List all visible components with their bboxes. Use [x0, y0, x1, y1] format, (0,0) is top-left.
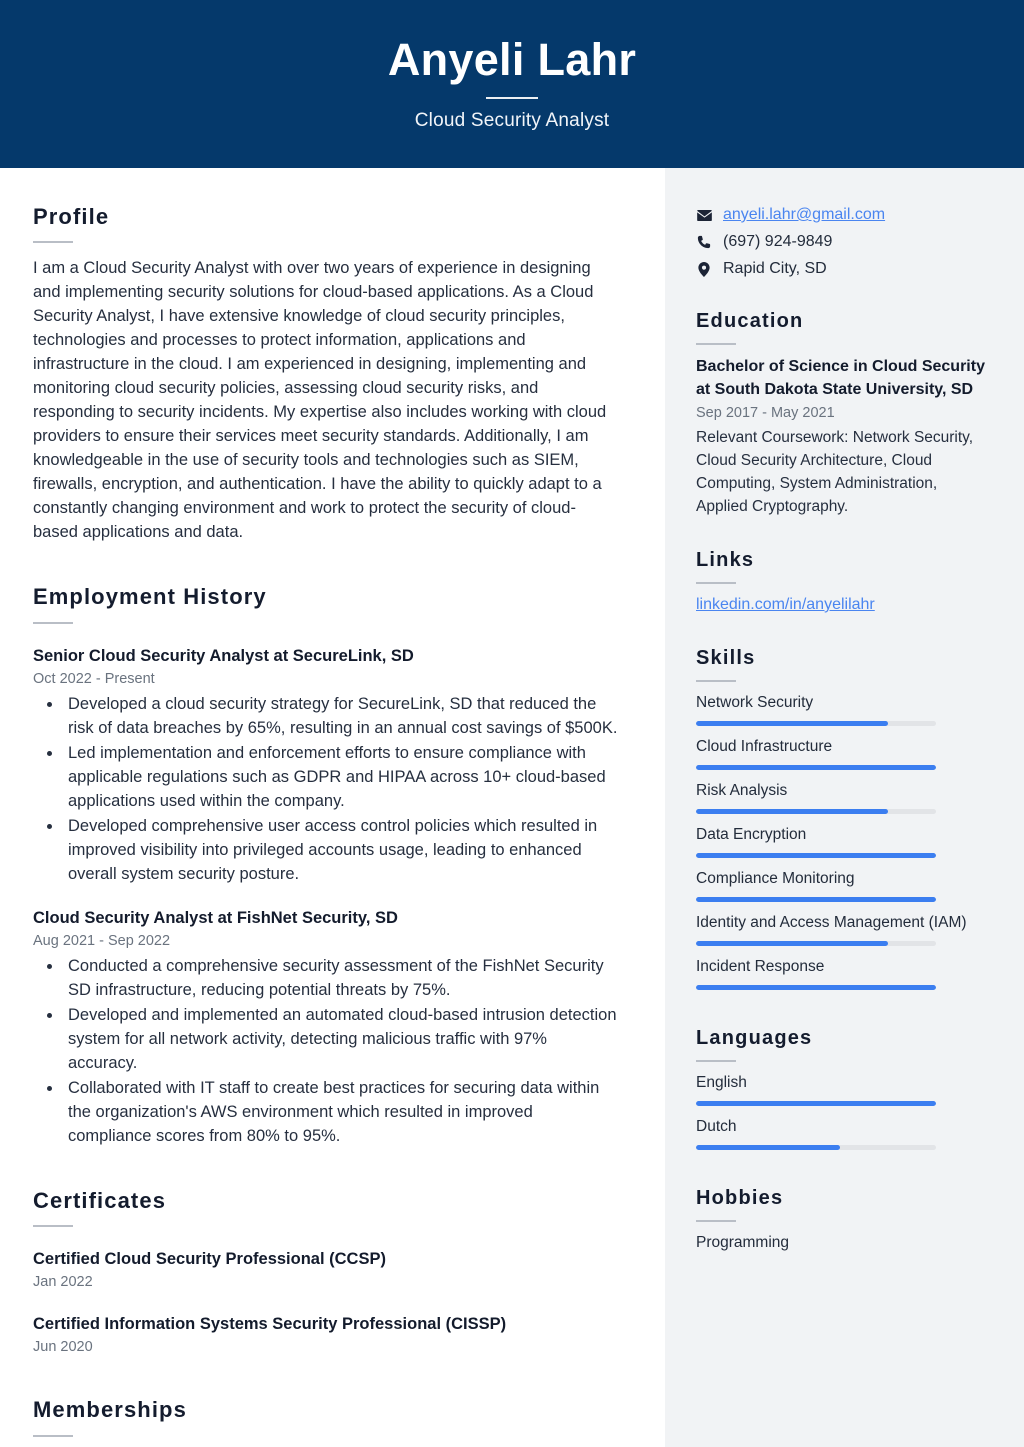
- candidate-job-title: Cloud Security Analyst: [414, 109, 610, 131]
- skill-bar-track: [696, 765, 936, 770]
- language-label: English: [696, 1074, 747, 1091]
- section-heading-memberships: Memberships: [33, 1397, 187, 1423]
- candidate-name: Anyeli Lahr: [387, 34, 637, 86]
- section-heading-profile: Profile: [33, 204, 110, 229]
- spacer: [33, 1361, 620, 1397]
- spacer: [696, 522, 988, 548]
- employment-bullet: • Conducted a comprehensive security assessment of the FishNet Security SD infrastructure, reducing potential threats by 75%.: [63, 954, 620, 1002]
- spacer: [33, 1152, 620, 1188]
- education-description: Relevant Coursework: Network Security, Cloud Security Architecture, Cloud Computing, System Administration, Applied Cryptography.: [696, 429, 974, 515]
- certificate-date: Jun 2020: [33, 1339, 93, 1356]
- skill-item: [696, 692, 988, 726]
- skill-label: Identity and Access Management (IAM): [696, 914, 967, 931]
- skill-item: [696, 912, 988, 946]
- section-certificates: [33, 1188, 620, 1357]
- employment-entry: [33, 907, 620, 1148]
- language-bar-track: [696, 1145, 936, 1150]
- skill-bar-fill: [696, 853, 936, 858]
- section-rule: [33, 622, 73, 624]
- spacer: [33, 548, 620, 584]
- section-heading-skills: Skills: [696, 647, 756, 669]
- contact-email-link[interactable]: anyeli.lahr@gmail.com: [723, 206, 886, 223]
- skill-bar-track: [696, 721, 936, 726]
- skill-label: Incident Response: [696, 958, 825, 975]
- employment-entry: [33, 645, 620, 886]
- contact-phone-text: (697) 924-9849: [723, 233, 833, 250]
- main-column: [0, 168, 665, 1447]
- phone-icon: [696, 235, 712, 249]
- skill-item: [696, 780, 988, 814]
- certificate-title: Certified Information Systems Security Professional (CISSP): [33, 1315, 507, 1334]
- language-bar-fill: [696, 1101, 936, 1106]
- section-memberships: [33, 1397, 620, 1436]
- section-rule: [33, 1435, 73, 1437]
- skill-bar-track: [696, 897, 936, 902]
- resume-header-banner: [0, 0, 1024, 168]
- header-divider: [486, 97, 538, 99]
- link-linkedin[interactable]: linkedin.com/in/anyelilahr: [696, 596, 875, 613]
- spacer: [696, 1160, 988, 1186]
- section-rule: [696, 343, 736, 345]
- employment-date: Oct 2022 - Present: [33, 670, 155, 687]
- spacer: [696, 1000, 988, 1026]
- employment-title: Senior Cloud Security Analyst at SecureLink, SD: [33, 646, 414, 665]
- skill-bar-fill: [696, 985, 936, 990]
- profile-text: I am a Cloud Security Analyst with over two years of experience in designing and implementing security solutions for cloud-based applications. As a Cloud Security Analyst, I have extensive knowledge of cloud security principles, technologies and processes to protect information, applications and infrastructure in the cloud. I am experienced in designing, implementing and monitoring cloud security policies, assessing cloud security risks, and responding to security incidents. My expertise also includes working with cloud providers to ensure their services meet security standards. Additionally, I am knowledgeable in the use of security tools and technologies such as SIEM, firewalls, encryption, and authentication. I have the ability to quickly adapt to a constantly changing environment and work to protect the security of cloud-based applications and data.: [33, 259, 607, 542]
- employment-date: Aug 2021 - Sep 2022: [33, 932, 171, 949]
- section-links: [696, 548, 988, 616]
- skill-bar-fill: [696, 897, 936, 902]
- education-date: Sep 2017 - May 2021: [696, 405, 835, 421]
- skill-bar-track: [696, 941, 936, 946]
- skill-label: Risk Analysis: [696, 782, 788, 799]
- employment-bullet-list: [63, 954, 620, 1148]
- certificate-entry: [33, 1248, 620, 1292]
- employment-bullet: • Led implementation and enforcement efforts to ensure compliance with applicable regulations such as GDPR and HIPAA across 10+ cloud-based applications used within the company.: [63, 741, 620, 813]
- language-label: Dutch: [696, 1118, 737, 1135]
- skill-item: [696, 824, 988, 858]
- employment-title: Cloud Security Analyst at FishNet Security, SD: [33, 908, 398, 927]
- skill-bar-fill: [696, 721, 888, 726]
- section-heading-links: Links: [696, 549, 755, 571]
- employment-bullet: • Collaborated with IT staff to create best practices for securing data within the organization's AWS environment which resulted in improved compliance scores from 80% to 95%.: [63, 1076, 620, 1148]
- hobby-item: Programming: [696, 1234, 790, 1251]
- skill-bar-fill: [696, 765, 936, 770]
- skill-bar-fill: [696, 809, 888, 814]
- contact-location-text: Rapid City, SD: [723, 260, 827, 277]
- skill-item: [696, 868, 988, 902]
- sidebar-column: [665, 168, 1024, 1447]
- contact-info: [696, 204, 988, 280]
- skill-bar-track: [696, 985, 936, 990]
- section-hobbies: [696, 1186, 988, 1254]
- section-employment-history: [33, 584, 620, 1147]
- skill-label: Network Security: [696, 694, 814, 711]
- skill-label: Compliance Monitoring: [696, 870, 855, 887]
- employment-bullet-list: [63, 692, 620, 886]
- map-pin-icon: [696, 262, 712, 277]
- certificate-title: Certified Cloud Security Professional (CCSP): [33, 1250, 386, 1269]
- section-heading-languages: Languages: [696, 1027, 813, 1049]
- language-item: [696, 1116, 988, 1150]
- section-languages: [696, 1026, 988, 1150]
- section-heading-education: Education: [696, 310, 804, 332]
- contact-location-row: [696, 258, 988, 280]
- envelope-icon: [696, 210, 712, 221]
- skill-item: [696, 736, 988, 770]
- section-profile: [33, 204, 620, 544]
- language-bar-track: [696, 1101, 936, 1106]
- certificate-date: Jan 2022: [33, 1274, 93, 1291]
- spacer: [696, 620, 988, 646]
- skill-bar-track: [696, 853, 936, 858]
- section-rule: [696, 1220, 736, 1222]
- certificate-entry: [33, 1313, 620, 1357]
- contact-email-row[interactable]: [696, 204, 988, 226]
- section-heading-certificates: Certificates: [33, 1187, 167, 1213]
- skill-bar-track: [696, 809, 936, 814]
- resume-body: [0, 168, 1024, 1447]
- skill-label: Data Encryption: [696, 826, 807, 843]
- contact-phone-row: [696, 231, 988, 253]
- employment-bullet: • Developed comprehensive user access control policies which resulted in improved visibility into privileged accounts usage, leading to enhanced overall system security posture.: [63, 814, 620, 886]
- education-degree: Bachelor of Science in Cloud Security at South Dakota State University, SD: [696, 358, 985, 398]
- section-education: [696, 309, 988, 518]
- section-rule: [696, 1060, 736, 1062]
- section-rule: [696, 582, 736, 584]
- skill-label: Cloud Infrastructure: [696, 738, 833, 755]
- language-bar-fill: [696, 1145, 840, 1150]
- section-skills: [696, 646, 988, 990]
- section-heading-hobbies: Hobbies: [696, 1187, 784, 1209]
- skill-bar-fill: [696, 941, 888, 946]
- skill-item: [696, 956, 988, 990]
- section-rule: [33, 241, 73, 243]
- language-item: [696, 1072, 988, 1106]
- employment-bullet: • Developed a cloud security strategy for SecureLink, SD that reduced the risk of data breaches by 65%, resulting in an annual cost savings of $500K.: [63, 692, 620, 740]
- employment-bullet: • Developed and implemented an automated cloud-based intrusion detection system for all network activity, detecting malicious traffic with 97% accuracy.: [63, 1003, 620, 1075]
- section-rule: [696, 680, 736, 682]
- section-rule: [33, 1225, 73, 1227]
- section-heading-employment: Employment History: [33, 584, 267, 610]
